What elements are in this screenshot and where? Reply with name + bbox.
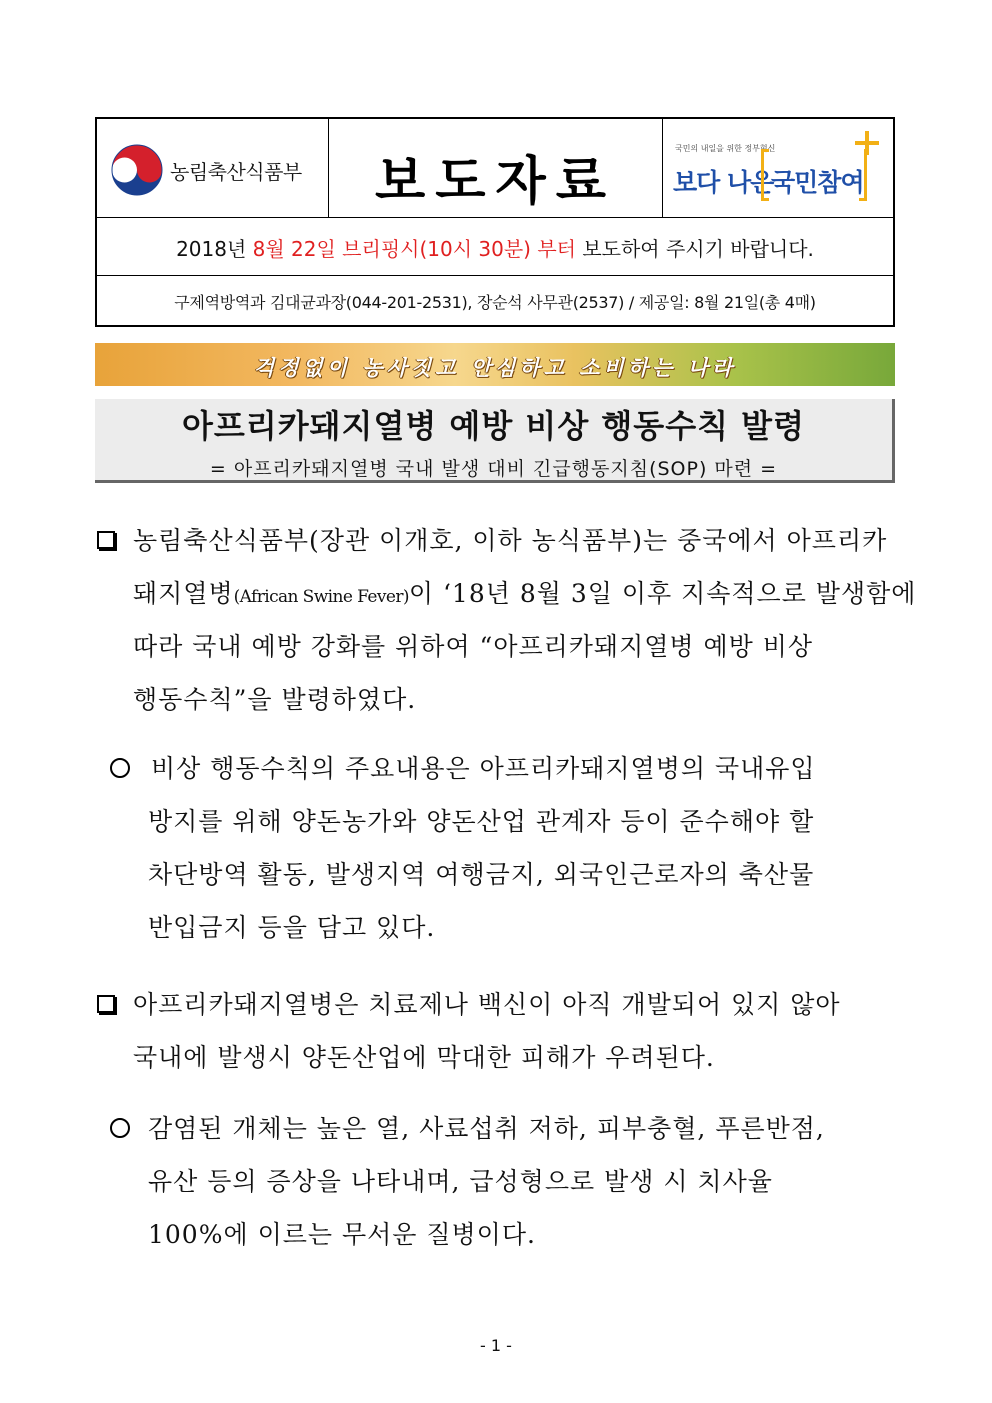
p1sub-line2: 방지를 위해 양돈농가와 양돈산업 관계자 등이 준수해야 할 (148, 807, 815, 836)
ministry-emblem-icon (111, 144, 163, 196)
p1-line2 (133, 574, 916, 610)
brand-text-part2: 국민참여 (771, 168, 864, 197)
press-title-cell (329, 119, 663, 217)
p1-line2-english: (African Swine Fever) (233, 587, 409, 607)
subheadline: = 아프리카돼지열병 국내 발생 대비 긴급행동지침(SOP) 마련 = (209, 458, 778, 480)
embargo-request: 보도하여 주시기 바랍니다. (575, 237, 814, 261)
p2sub-line3: 100%에 이르는 무서운 질병이다. (148, 1220, 536, 1249)
embargo-date: 2018년 (176, 237, 253, 261)
ministry-logo-cell (97, 119, 329, 217)
p1-line3: 따라 국내 예방 강화를 위하여 “아프리카돼지열병 예방 비상 (133, 632, 814, 661)
p1sub-line3: 차단방역 활동, 발생지역 여행금지, 외국인근로자의 축산물 (148, 860, 815, 889)
headline-box (95, 399, 895, 483)
contact-info: 구제역방역과 김대균과장(044-201-2531), 장순석 사무관(2537) / 제공일: 8월 21일(총 4매) (174, 293, 816, 312)
embargo-time: 8월 22일 브리핑시(10시 30분) 부터 (252, 237, 576, 261)
circle-bullet-icon (110, 758, 130, 778)
embargo-row (97, 217, 893, 276)
brand-plus-icon-vertical (865, 131, 869, 155)
p2sub-line2: 유산 등의 증상을 나타내며, 급성형으로 발생 시 치사율 (148, 1167, 773, 1196)
p1-line2-a: 돼지열병 (133, 579, 234, 608)
brand-text-part1: 보다 나은 (673, 168, 774, 197)
p1sub-line4: 반입금지 등을 담고 있다. (148, 913, 436, 942)
page-number: - 1 - (480, 1336, 512, 1355)
headline: 아프리카돼지열병 예방 비상 행동수칙 발령 (182, 407, 805, 445)
slogan-text: 걱정없이 농사짓고 안심하고 소비하는 나라 (253, 356, 737, 380)
press-header-table (95, 117, 895, 327)
p1-line2-b: 이 ‘18년 8월 3일 이후 지속적으로 발생함에 (408, 579, 917, 608)
square-bullet-icon (97, 995, 115, 1013)
p2-line2: 국내에 발생시 양돈산업에 막대한 피해가 우려된다. (133, 1043, 715, 1072)
p1-line1: 농림축산식품부(장관 이개호, 이하 농식품부)는 중국에서 아프리카 (133, 526, 888, 555)
brand-tagline: 국민의 내일을 위한 정부혁신 (675, 144, 776, 153)
header-top-row (97, 119, 893, 218)
ministry-name: 농림축산식품부 (170, 160, 302, 184)
circle-bullet-icon (110, 1118, 130, 1138)
p1sub-line1: 비상 행동수칙의 주요내용은 아프리카돼지열병의 국내유입 (151, 754, 816, 783)
p2sub-line1: 감염된 개체는 높은 열, 사료섭취 저하, 피부충혈, 푸른반점, (148, 1114, 825, 1143)
brand-bracket-left-icon (761, 149, 769, 201)
embargo-notice (97, 233, 893, 262)
slogan-banner (95, 343, 895, 386)
brand-logo-cell (663, 119, 893, 217)
p2-line1: 아프리카돼지열병은 치료제나 백신이 아직 개발되어 있지 않아 (133, 990, 841, 1019)
p1-line4: 행동수칙”을 발령하였다. (133, 685, 417, 714)
press-title: 보도자료 (375, 152, 616, 212)
square-bullet-icon (97, 531, 115, 549)
contact-row (97, 275, 893, 327)
brand-bracket-right-icon (859, 149, 867, 201)
